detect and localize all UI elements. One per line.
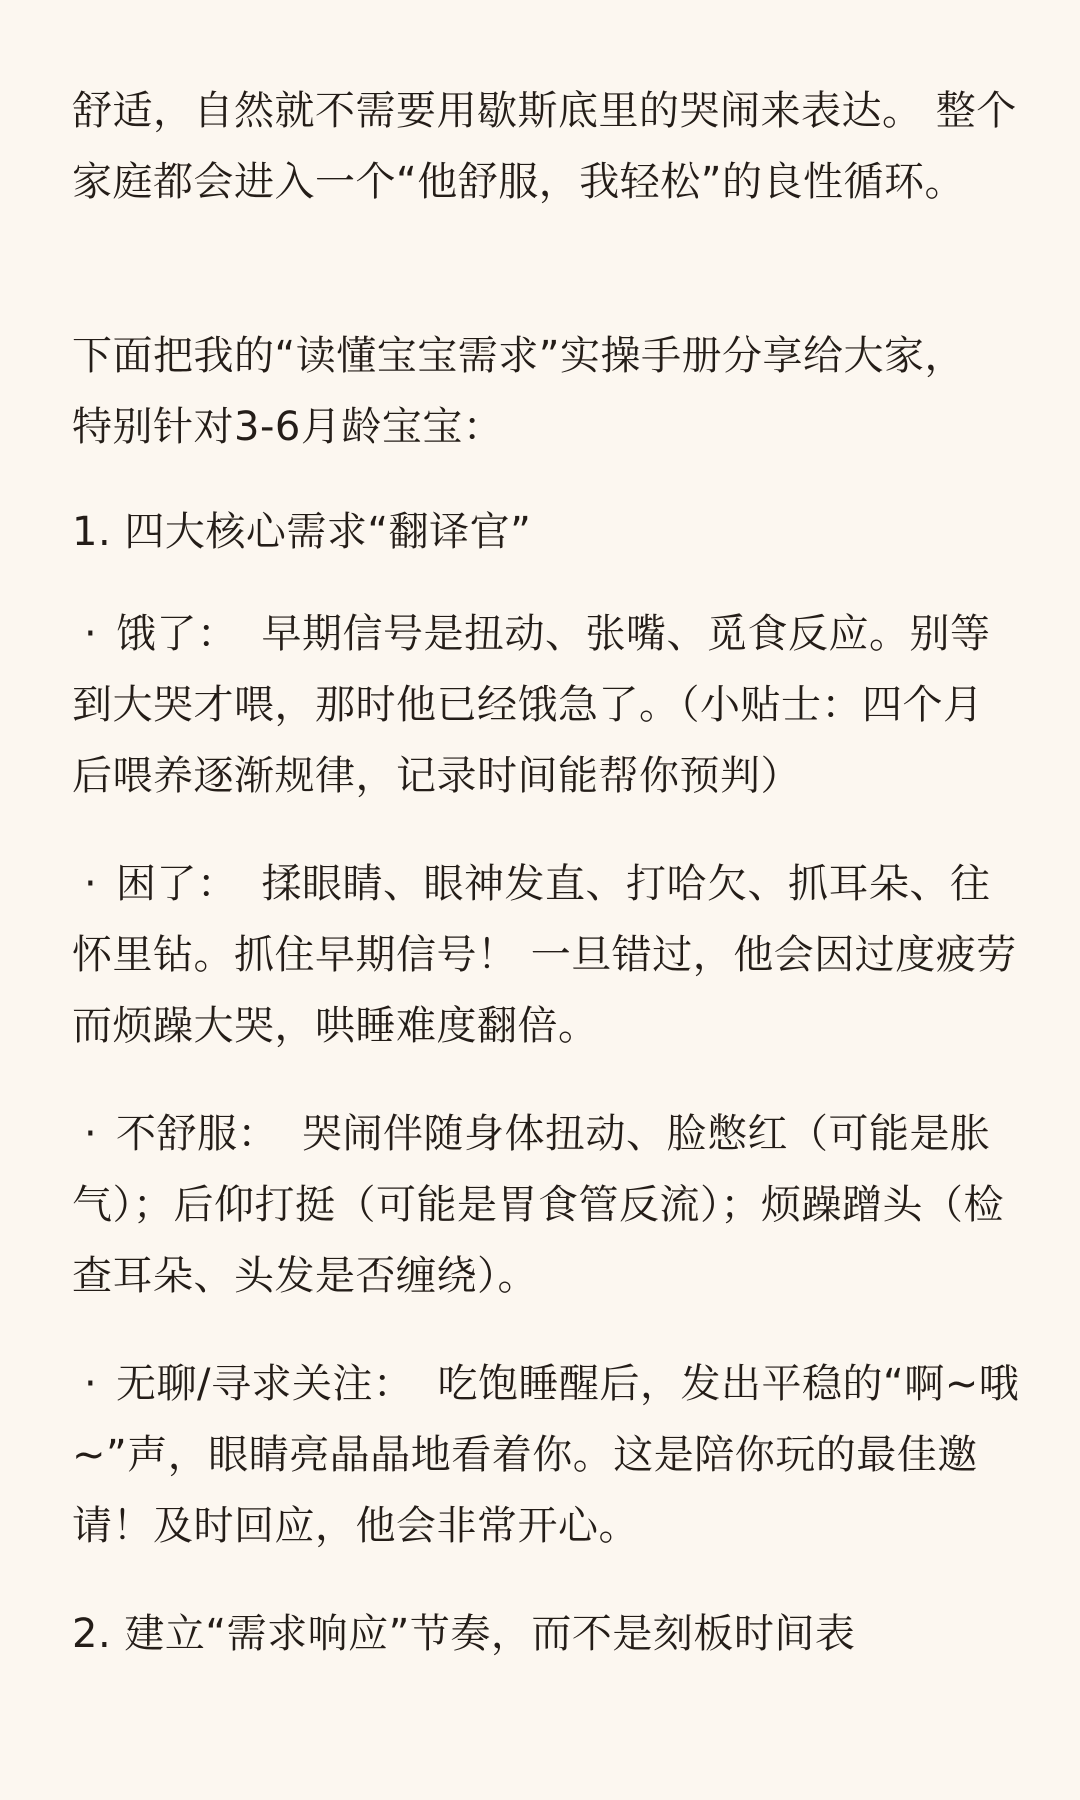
paragraph-intro-2: 下面把我的“读懂宝宝需求”实操手册分享给大家，特别针对3-6月龄宝宝： [72,333,965,450]
bullet-text-sleepy: 揉眼睛、眼神发直、打哈欠、抓耳朵、往怀里钻。抓住早期信号！ 一旦错过，他会因过度疲劳而烦躁大哭，哄睡难度翻倍。 [72,861,1017,1049]
bullet-label-hungry: 饿了： [116,611,238,657]
bullet-text-hungry: 早期信号是扭动、张嘴、觅食反应。别等到大哭才喂，那时他已经饿急了。（小贴士：四个月后喂养逐渐规律，记录时间能帮你预判） [72,611,991,799]
bullet-text-uncomfortable: 哭闹伴随身体扭动、脸憋红（可能是胀气）；后仰打挺（可能是胃食管反流）；烦躁蹭头（检查耳朵、头发是否缠绕）。 [72,1111,1004,1299]
bullet-dot-icon: · [84,611,98,657]
bullet-label-sleepy: 困了： [116,861,238,907]
bullet-label-uncomfortable: 不舒服： [116,1111,278,1157]
bullet-dot-icon: · [84,861,98,907]
bullet-bored [72,1349,1020,1562]
bullet-hungry [72,599,1020,812]
paragraph-intro-1: 舒适，自然就不需要用歇斯底里的哭闹来表达。 整个家庭都会进入一个“他舒服，我轻松”的良性循环。 [72,88,1017,205]
section-heading-2: 2. 建立“需求响应”节奏，而不是刻板时间表 [72,1611,856,1657]
bullet-dot-icon: · [84,1361,98,1407]
bullet-uncomfortable [72,1099,1020,1312]
bullet-label-bored: 无聊/寻求关注： [116,1361,414,1407]
bullet-text-bored: 吃饱睡醒后，发出平稳的“啊~哦~”声，眼睛亮晶晶地看着你。这是陪你玩的最佳邀请！及时回应，他会非常开心。 [72,1361,1020,1549]
section-heading-1: 1. 四大核心需求“翻译官” [72,509,532,555]
bullet-dot-icon: · [84,1111,98,1157]
bullet-sleepy [72,849,1020,1062]
